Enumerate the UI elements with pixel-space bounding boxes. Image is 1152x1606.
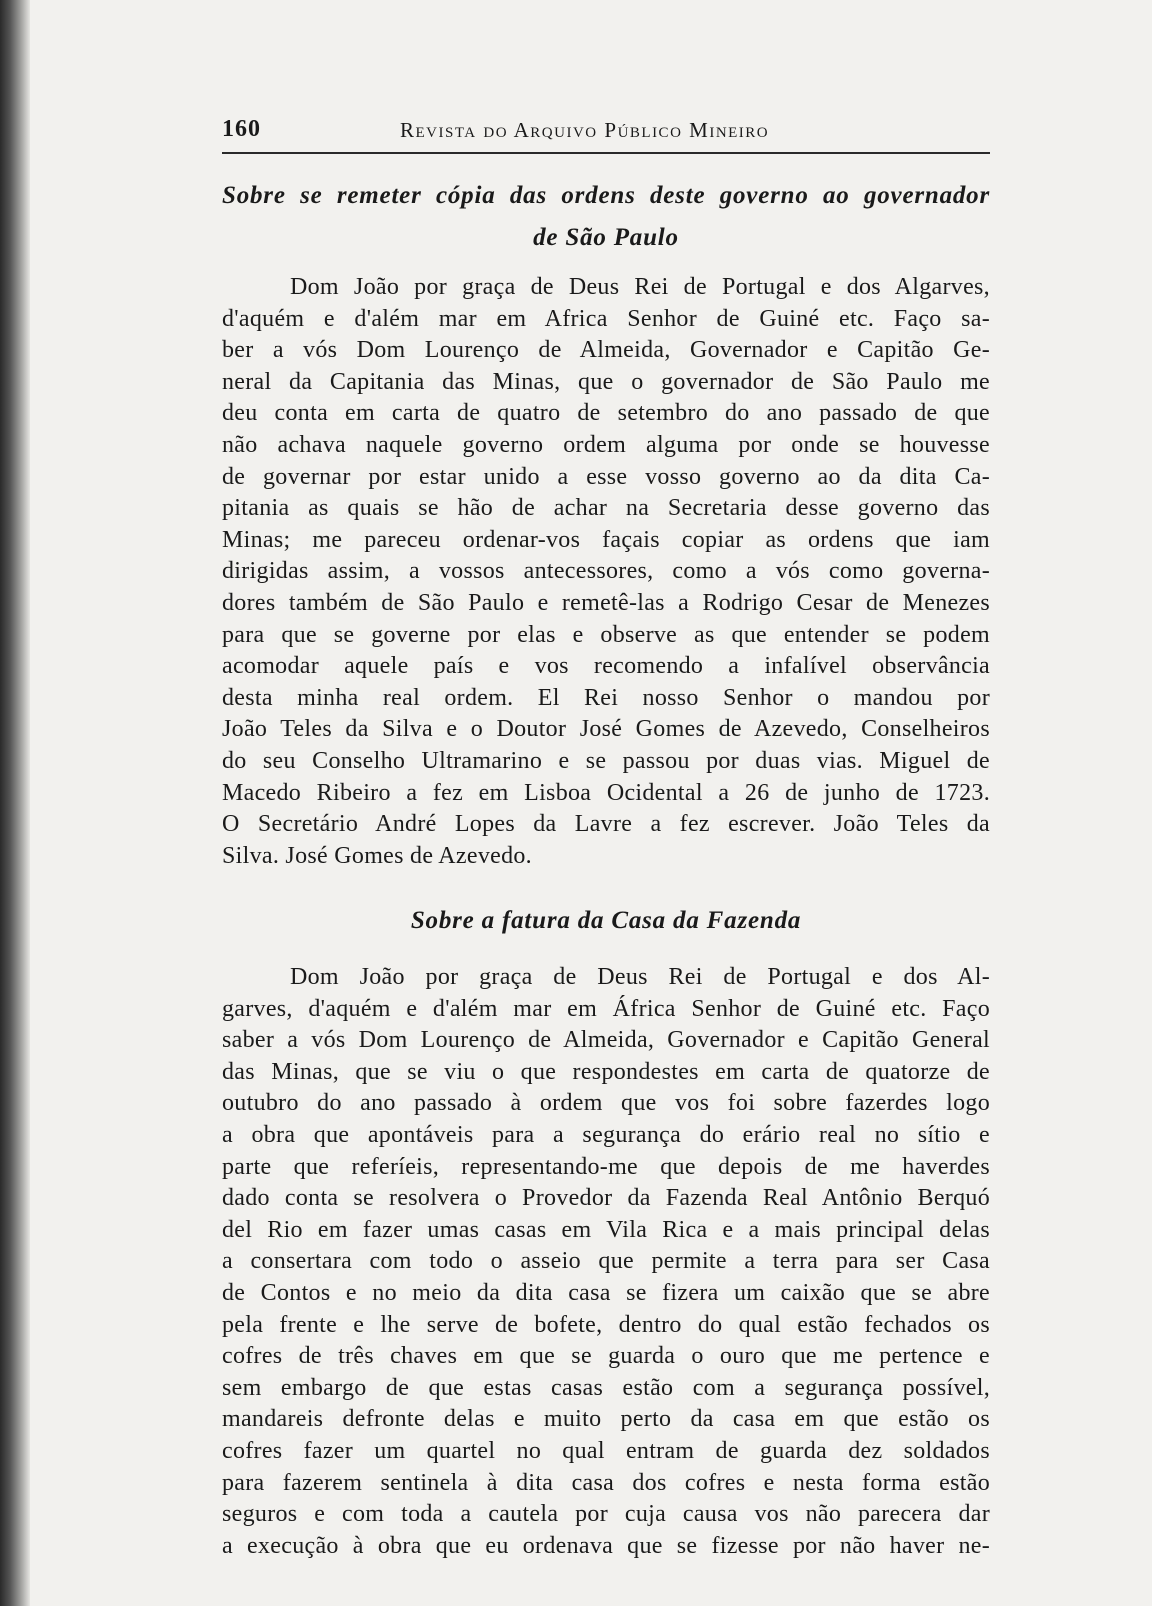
text-line: Silva. José Gomes de Azevedo. <box>222 842 532 869</box>
text-line: Macedo Ribeiro a fez em Lisboa Ocidental a 26 de junho de 1723. <box>222 779 990 806</box>
text-line: garves, d'aquém e d'além mar em África Senhor de Guiné etc. Faço <box>222 995 990 1022</box>
text-line: a execução à obra que eu ordenava que se fizesse por não haver ne- <box>222 1532 990 1559</box>
text-line: dirigidas assim, a vossos antecessores, como a vós como governa- <box>222 558 990 585</box>
text-line: O Secretário André Lopes da Lavre a fez escrever. João Teles da <box>222 811 990 838</box>
section-title-remeter-copia <box>222 175 990 259</box>
text-line: cofres de três chaves em que se guarda o ouro que me pertence e <box>222 1343 990 1370</box>
section-title-line: de São Paulo <box>533 224 679 251</box>
text-line: pela frente e lhe serve de bofete, dentro do qual estão fechados os <box>222 1311 990 1338</box>
text-line: das Minas, que se viu o que respondestes em carta de quatorze de <box>222 1058 990 1085</box>
text-line: para que se governe por elas e observe as que entender se podem <box>222 621 990 648</box>
text-line: do seu Conselho Ultramarino e se passou por duas vias. Miguel de <box>222 747 990 774</box>
text-line: não achava naquele governo ordem alguma por onde se houvesse <box>222 431 990 458</box>
text-line: seguros e com toda a cautela por cuja causa vos não parecera dar <box>222 1501 990 1528</box>
text-line: dado conta se resolvera o Provedor da Fazenda Real Antônio Berquó <box>222 1185 990 1212</box>
text-line: a consertara com todo o asseio que permite a terra para ser Casa <box>222 1248 990 1275</box>
text-line: sem embargo de que estas casas estão com a segurança possível, <box>222 1374 990 1401</box>
text-line: saber a vós Dom Lourenço de Almeida, Governador e Capitão General <box>222 1027 990 1054</box>
text-line: deu conta em carta de quatro de setembro do ano passado de que <box>222 400 990 427</box>
page-number: 160 <box>222 116 261 142</box>
text-line: d'aquém e d'além mar em Africa Senhor de Guiné etc. Faço sa- <box>222 305 990 332</box>
text-line: Dom João por graça de Deus Rei de Portugal e dos Algarves, <box>290 274 990 300</box>
text-line: del Rio em fazer umas casas em Vila Rica e a mais principal delas <box>222 1216 990 1243</box>
running-head <box>222 112 990 154</box>
section-title-line: Sobre a fatura da Casa da Fazenda <box>410 907 802 934</box>
text-line: parte que referíeis, representando-me que depois de me haverdes <box>222 1153 990 1180</box>
section-body-remeter-copia <box>222 272 990 872</box>
text-line: desta minha real ordem. El Rei nosso Senhor o mandou por <box>222 684 990 711</box>
text-line: neral da Capitania das Minas, que o governador de São Paulo me <box>222 368 990 395</box>
section-title-line: Sobre se remeter cópia das ordens deste governo ao governador <box>222 182 990 209</box>
text-line: ber a vós Dom Lourenço de Almeida, Governador e Capitão Ge- <box>222 337 990 364</box>
text-line: outubro do ano passado à ordem que vos foi sobre fazerdes logo <box>222 1090 990 1117</box>
text-line: de Contos e no meio da dita casa se fizera um caixão que se abre <box>222 1279 990 1306</box>
section-body-fatura-casa-fazenda <box>222 962 990 1562</box>
text-line: pitania as quais se hão de achar na Secretaria desse governo das <box>222 495 990 522</box>
text-line: cofres fazer um quartel no qual entram de guarda dez soldados <box>222 1437 990 1464</box>
text-line: de governar por estar unido a esse vosso governo ao da dita Ca- <box>222 463 990 490</box>
text-line: mandareis defronte delas e muito perto da casa em que estão os <box>222 1406 990 1433</box>
text-line: acomodar aquele país e vos recomendo a infalível observância <box>222 653 990 680</box>
text-line: para fazerem sentinela à dita casa dos cofres e nesta forma estão <box>222 1469 990 1496</box>
text-line: a obra que apontáveis para a segurança do erário real no sítio e <box>222 1121 990 1148</box>
text-line: João Teles da Silva e o Doutor José Gomes de Azevedo, Conselheiros <box>222 716 990 743</box>
journal-title: Revista do Arquivo Público Mineiro <box>400 118 770 142</box>
text-line: Dom João por graça de Deus Rei de Portugal e dos Al- <box>290 964 990 990</box>
text-line: dores também de São Paulo e remetê-las a Rodrigo Cesar de Menezes <box>222 589 990 616</box>
section-title-fatura-casa-fazenda <box>222 900 990 942</box>
text-line: Minas; me pareceu ordenar-vos façais copiar as ordens que iam <box>222 526 990 553</box>
